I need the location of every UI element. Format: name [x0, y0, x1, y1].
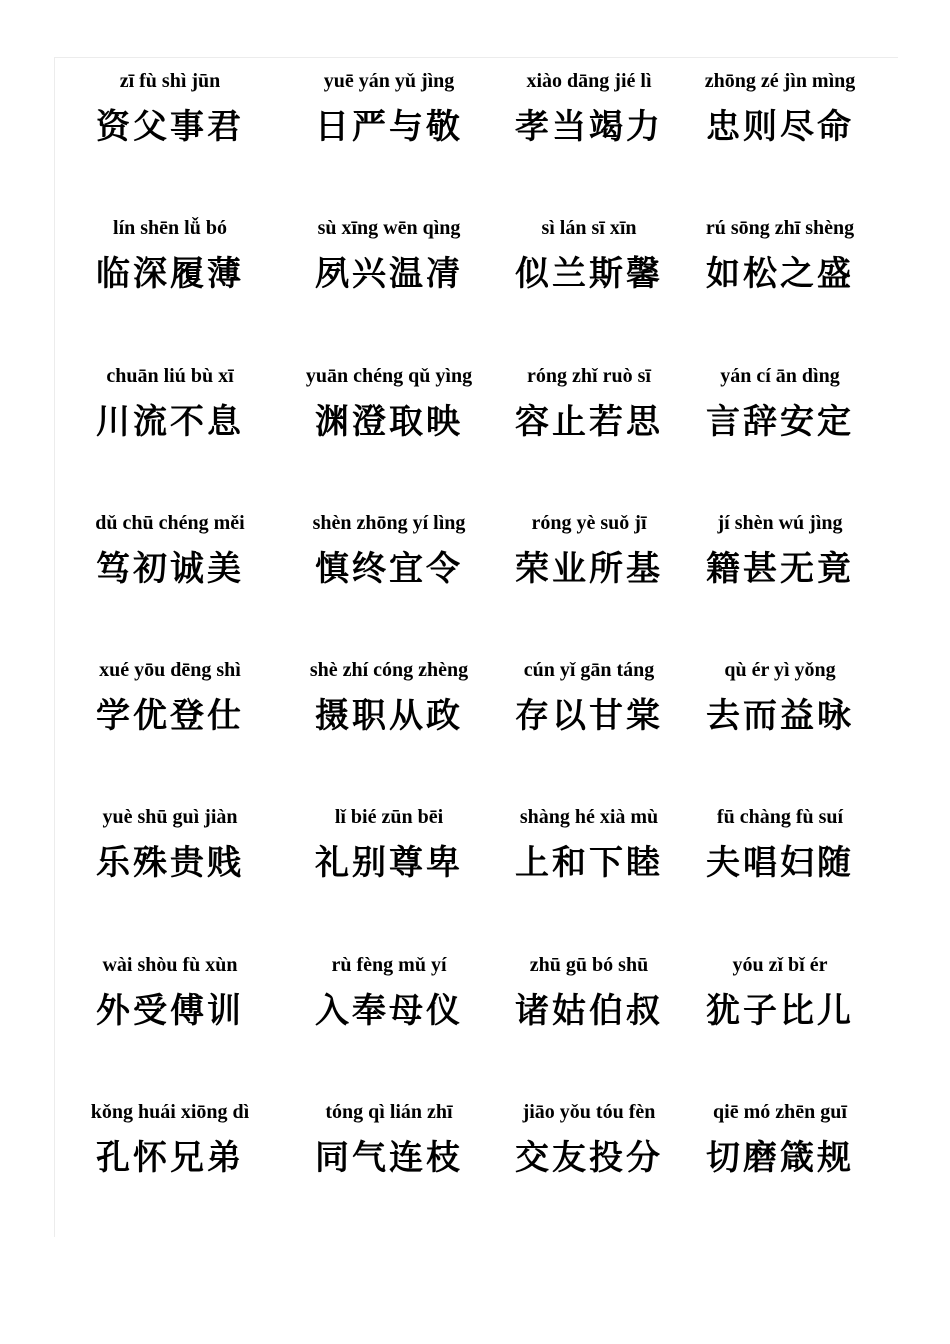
verse-cell	[70, 655, 270, 802]
verse-cell	[70, 950, 270, 1097]
verse-cell	[270, 1097, 508, 1244]
hanzi-text: 言辞安定	[706, 401, 854, 442]
verse-cell	[70, 361, 270, 508]
page-border-left	[54, 57, 55, 1237]
hanzi-text: 忠则尽命	[706, 107, 854, 147]
pinyin-text: rù fèng mǔ yí	[331, 953, 447, 976]
hanzi-text: 同气连枝	[315, 1138, 463, 1179]
hanzi-text: 切磨箴规	[706, 1138, 854, 1179]
pinyin-text: yuè shū guì jiàn	[102, 806, 238, 829]
hanzi-text: 荣业所基	[515, 548, 663, 589]
pinyin-text: qiē mó zhēn guī	[713, 1101, 847, 1124]
hanzi-text: 孔怀兄弟	[96, 1138, 244, 1179]
pinyin-text: xué yōu dēng shì	[99, 659, 241, 682]
verse-cell	[670, 802, 890, 949]
pinyin-text: zī fù shì jūn	[119, 70, 221, 92]
hanzi-text: 慎终宜令	[315, 548, 463, 589]
verse-cell	[508, 655, 670, 802]
pinyin-text: sù xīng wēn qìng	[317, 217, 461, 240]
hanzi-text: 夫唱妇随	[706, 843, 854, 884]
verse-cell	[508, 361, 670, 508]
hanzi-text: 礼别尊卑	[315, 843, 463, 884]
verse-cell	[508, 802, 670, 949]
hanzi-text: 容止若思	[515, 401, 663, 442]
hanzi-text: 临深履薄	[96, 254, 244, 295]
pinyin-text: rú sōng zhī shèng	[705, 217, 855, 240]
pinyin-text: yán cí ān dìng	[720, 364, 840, 387]
pinyin-text: chuān liú bù xī	[106, 364, 234, 387]
pinyin-text: xiào dāng jié lì	[526, 70, 652, 92]
pinyin-text: zhū gū bó shū	[529, 953, 649, 976]
hanzi-text: 去而益咏	[706, 696, 854, 737]
pinyin-text: fū chàng fù suí	[716, 806, 844, 829]
verse-cell	[270, 802, 508, 949]
pinyin-text: wài shòu fù xùn	[102, 953, 238, 976]
pinyin-text: tóng qì lián zhī	[325, 1101, 453, 1124]
verse-cell	[670, 213, 890, 360]
verse-cell	[670, 950, 890, 1097]
pinyin-text: shèn zhōng yí lìng	[312, 511, 466, 534]
pinyin-text: dǔ chū chéng měi	[95, 511, 245, 534]
hanzi-text: 笃初诚美	[96, 548, 244, 589]
pinyin-text: jiāo yǒu tóu fèn	[522, 1101, 656, 1124]
verse-cell	[670, 361, 890, 508]
hanzi-text: 孝当竭力	[515, 107, 663, 147]
pinyin-text: shàng hé xià mù	[519, 806, 659, 829]
pinyin-text: róng zhǐ ruò sī	[527, 364, 651, 387]
pinyin-text: lín shēn lǚ bó	[113, 217, 227, 240]
hanzi-text: 摄职从政	[315, 696, 463, 737]
pinyin-text: yóu zǐ bǐ ér	[732, 953, 828, 976]
hanzi-text: 乐殊贵贱	[96, 843, 244, 884]
hanzi-text: 如松之盛	[706, 254, 854, 295]
verse-cell	[70, 66, 270, 213]
pinyin-text: kǒng huái xiōng dì	[90, 1101, 250, 1124]
verse-cell	[508, 508, 670, 655]
pinyin-text: róng yè suǒ jī	[531, 511, 647, 534]
hanzi-text: 资父事君	[96, 107, 244, 147]
hanzi-text: 入奉母仪	[315, 990, 463, 1031]
hanzi-text: 似兰斯馨	[515, 254, 663, 295]
hanzi-text: 籍甚无竟	[706, 548, 854, 589]
page-border-top	[54, 57, 898, 58]
verse-grid	[70, 66, 890, 1244]
pinyin-text: cún yǐ gān táng	[523, 659, 655, 682]
verse-cell	[70, 213, 270, 360]
hanzi-text: 日严与敬	[315, 107, 463, 147]
hanzi-text: 存以甘棠	[515, 696, 663, 737]
verse-cell	[670, 1097, 890, 1244]
hanzi-text: 川流不息	[96, 401, 244, 442]
verse-cell	[670, 655, 890, 802]
hanzi-text: 外受傅训	[96, 990, 244, 1031]
verse-cell	[70, 508, 270, 655]
hanzi-text: 学优登仕	[96, 696, 244, 737]
verse-cell	[70, 1097, 270, 1244]
pinyin-text: sì lán sī xīn	[541, 217, 637, 240]
pinyin-text: zhōng zé jìn mìng	[704, 70, 856, 92]
verse-cell	[508, 950, 670, 1097]
verse-cell	[508, 1097, 670, 1244]
hanzi-text: 诸姑伯叔	[515, 990, 663, 1031]
pinyin-text: lǐ bié zūn bēi	[334, 806, 444, 829]
hanzi-text: 夙兴温凊	[315, 254, 463, 295]
verse-cell	[270, 950, 508, 1097]
verse-cell	[670, 508, 890, 655]
pinyin-text: jí shèn wú jìng	[717, 511, 843, 534]
pinyin-text: yuē yán yǔ jìng	[323, 70, 455, 92]
verse-cell	[508, 66, 670, 213]
verse-cell	[670, 66, 890, 213]
pinyin-text: shè zhí cóng zhèng	[309, 659, 469, 682]
verse-cell	[270, 655, 508, 802]
verse-cell	[270, 361, 508, 508]
verse-cell	[270, 66, 508, 213]
verse-cell	[270, 508, 508, 655]
hanzi-text: 上和下睦	[515, 843, 663, 884]
verse-cell	[270, 213, 508, 360]
hanzi-text: 犹子比儿	[706, 990, 854, 1031]
pinyin-text: qù ér yì yǒng	[724, 659, 836, 682]
pinyin-text: yuān chéng qǔ yìng	[305, 364, 473, 387]
hanzi-text: 渊澄取映	[315, 401, 463, 442]
verse-cell	[70, 802, 270, 949]
hanzi-text: 交友投分	[515, 1138, 663, 1179]
verse-cell	[508, 213, 670, 360]
